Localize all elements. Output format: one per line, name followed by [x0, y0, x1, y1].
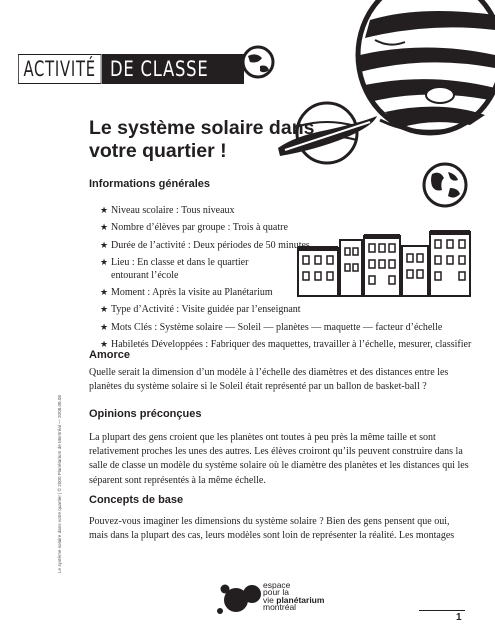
list-item: ★ Lieu : En classe et dans le quartier entourant l’école — [100, 256, 249, 281]
star-bullet-icon: ★ — [100, 256, 109, 267]
info-list — [100, 204, 471, 355]
amorce-heading: Amorce — [89, 349, 130, 361]
page-title: Le système solaire dans votre quartier ! — [89, 117, 315, 162]
footer-divider — [419, 610, 465, 611]
planetarium-logo-text: espace pour la vie planétarium montréal — [263, 580, 325, 613]
star-bullet-icon: ★ — [100, 239, 109, 250]
banner-label-activite: ACTIVITÉ — [18, 54, 101, 84]
list-item: ★ Habiletés Développées : Fabriquer des maquettes, travailler à l’échelle, mesurer, classifier — [100, 339, 472, 351]
info-heading: Informations générales — [89, 178, 211, 190]
concepts-heading: Concepts de base — [89, 494, 184, 506]
star-bullet-icon: ★ — [100, 304, 109, 315]
star-bullet-icon: ★ — [100, 321, 109, 332]
list-item: ★ Moment : Après la visite au Planétarium — [100, 287, 273, 299]
list-item: ★ Durée de l’activité : Deux périodes de 50 minutes — [100, 239, 310, 251]
star-bullet-icon: ★ — [100, 205, 109, 215]
activity-banner — [18, 54, 209, 84]
list-item: ★ Nombre d’élèves par groupe : Trois à quatre — [100, 222, 288, 234]
opinions-paragraph: La plupart des gens croient que les planètes ont toutes à peu près la même taille et sont relativement proches les unes des autres. Les élèves croiront qu’ils peuvent construire dans la salle de classe un modèle du système solaire où le diamètre des planètes et les distances qui les séparent sont représentés à la même échelle. — [89, 432, 469, 486]
amorce-paragraph: Quelle serait la dimension d’un modèle à l’échelle des diamètres et des distances entre les planètes du système solaire si le Soleil était représenté par un ballon de basket-ball ? — [89, 367, 449, 393]
list-item: ★ Niveau scolaire : Tous niveaux — [100, 205, 235, 216]
star-bullet-icon: ★ — [100, 287, 109, 298]
list-item: ★ Type d’Activité : Visite guidée par l’enseignant — [100, 304, 301, 316]
opinions-heading: Opinions préconçues — [89, 408, 202, 420]
star-bullet-icon: ★ — [100, 222, 109, 233]
concepts-paragraph: Pouvez-vous imaginer les dimensions du système solaire ? Bien des gens pensent que oui, mais dans la plupart des cas, leurs modèles sont loin de représenter la réalité. Les montages — [89, 516, 455, 542]
banner-label-classe: DE CLASSE — [102, 54, 244, 84]
star-bullet-icon: ★ — [100, 339, 109, 350]
side-credit-text: Le système solaire dans votre quartier | © 2000 Planétarium de Montréal — 2008.08.08 — [57, 395, 62, 573]
list-item: ★ Mots Clés : Système solaire — Soleil — planètes — maquette — facteur d’échelle — [100, 321, 443, 333]
earth-planet-illustration — [420, 160, 470, 210]
page-number: 1 — [456, 612, 462, 623]
small-planet-illustration — [240, 44, 276, 80]
